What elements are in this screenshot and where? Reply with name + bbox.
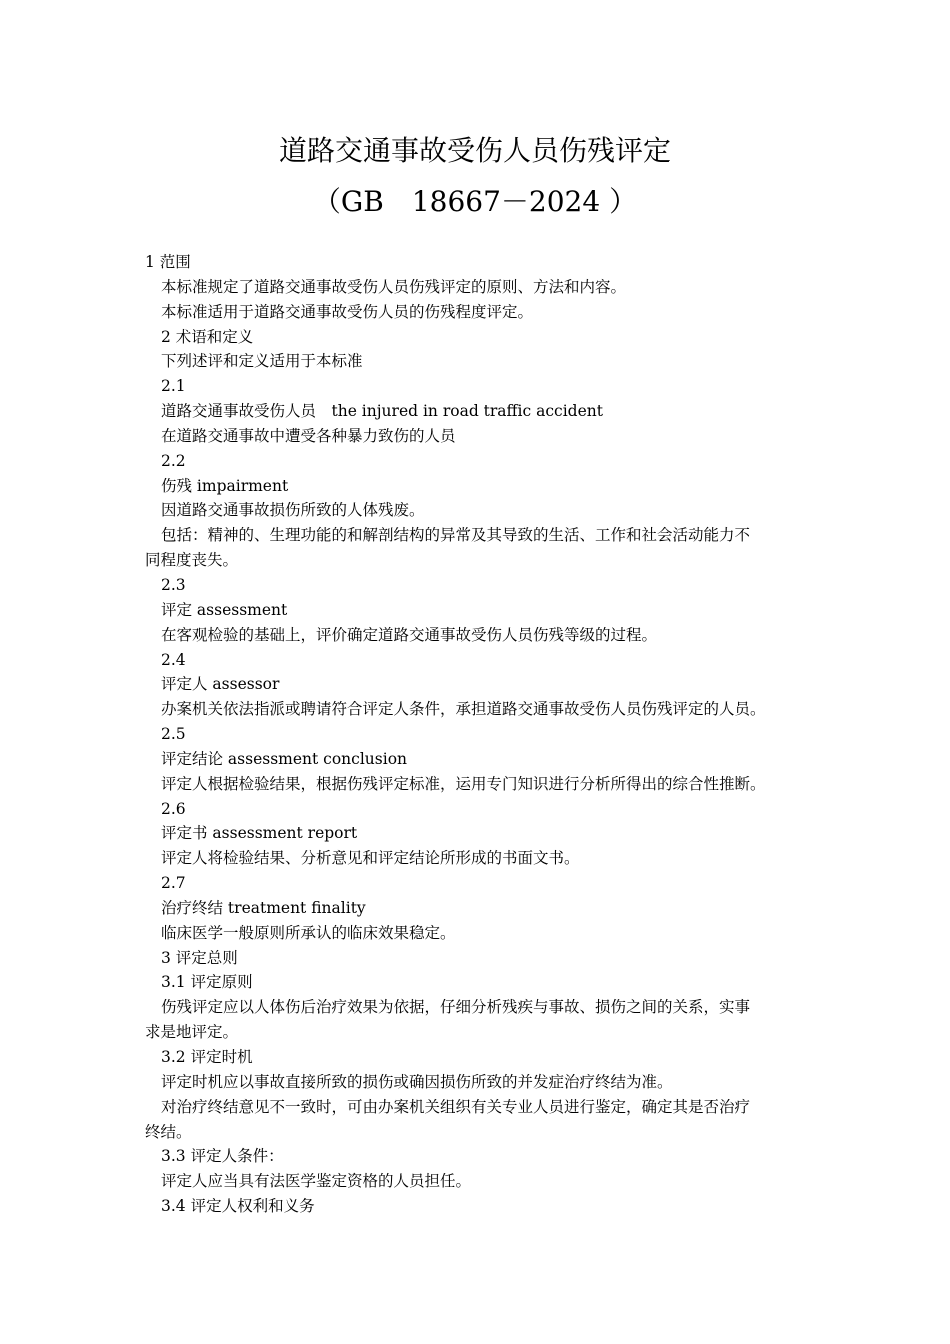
text-line: 3.1 评定原则 (161, 973, 253, 992)
standard-code: （GB 18667－2024 ） (312, 185, 638, 218)
text-line: 1 范围 (145, 253, 191, 271)
text-line: 伤残 impairment (161, 476, 289, 495)
text-line: 评定人将检验结果、分析意见和评定结论所形成的书面文书。 (161, 849, 580, 868)
text-line: 2.3 (161, 575, 186, 594)
text-line: 2.6 (161, 799, 186, 818)
text-line: 评定人根据检验结果，根据伤残评定标准，运用专门知识进行分析所得出的综合性推断。 (161, 774, 766, 793)
text-line: 评定人 assessor (161, 675, 280, 694)
text-line: 评定书 assessment report (161, 824, 358, 843)
text-line: 3.2 评定时机 (161, 1048, 253, 1066)
text-line: 3 评定总则 (161, 948, 238, 967)
text-line: 2.2 (161, 451, 186, 470)
text-line: 同程度丧失。 (145, 551, 239, 570)
text-line: 在客观检验的基础上，评价确定道路交通事故受伤人员伤残等级的过程。 (161, 625, 658, 644)
text-line: 2.1 (161, 377, 186, 396)
text-line: 治疗终结 treatment finality (161, 898, 366, 917)
text-line: 道路交通事故受伤人员 the injured in road traffic accident (161, 402, 603, 421)
text-line: 3.4 评定人权利和义务 (161, 1197, 315, 1216)
text-line: 评定人应当具有法医学鉴定资格的人员担任。 (161, 1172, 472, 1191)
text-line: 办案机关依法指派或聘请符合评定人条件，承担道路交通事故受伤人员伤残评定的人员。 (161, 700, 766, 719)
text-line: 本标准规定了道路交通事故受伤人员伤残评定的原则、方法和内容。 (161, 277, 627, 296)
text-line: 评定时机应以事故直接所致的损伤或确因损伤所致的并发症治疗终结为准。 (161, 1072, 673, 1091)
text-line: 评定 assessment (161, 600, 288, 619)
text-line: 在道路交通事故中遭受各种暴力致伤的人员 (161, 426, 456, 445)
text-line: 2.4 (161, 650, 186, 669)
text-line: 2.5 (161, 725, 186, 744)
text-line: 2.7 (161, 874, 186, 893)
document-body (145, 250, 810, 1219)
text-line: 临床医学一般原则所承认的临床效果稳定。 (161, 923, 456, 942)
document-title: 道路交通事故受伤人员伤残评定 (278, 134, 671, 167)
text-line: 2 术语和定义 (161, 327, 254, 346)
text-line: 伤残评定应以人体伤后治疗效果为依据，仔细分析残疾与事故、损伤之间的关系，实事 (161, 998, 751, 1017)
text-line: 评定结论 assessment conclusion (161, 749, 408, 768)
text-line: 下列述评和定义适用于本标准 (161, 352, 363, 371)
text-line: 对治疗终结意见不一致时，可由办案机关组织有关专业人员进行鉴定，确定其是否治疗 (161, 1097, 751, 1116)
text-line: 包括：精神的、生理功能的和解剖结构的异常及其导致的生活、工作和社会活动能力不 (161, 526, 751, 545)
text-line: 本标准适用于道路交通事故受伤人员的伤残程度评定。 (161, 302, 534, 321)
text-line: 因道路交通事故损伤所致的人体残废。 (161, 501, 425, 520)
text-line: 终结。 (145, 1122, 192, 1141)
text-line: 求是地评定。 (145, 1023, 239, 1042)
text-line: 3.3 评定人条件： (161, 1147, 284, 1166)
